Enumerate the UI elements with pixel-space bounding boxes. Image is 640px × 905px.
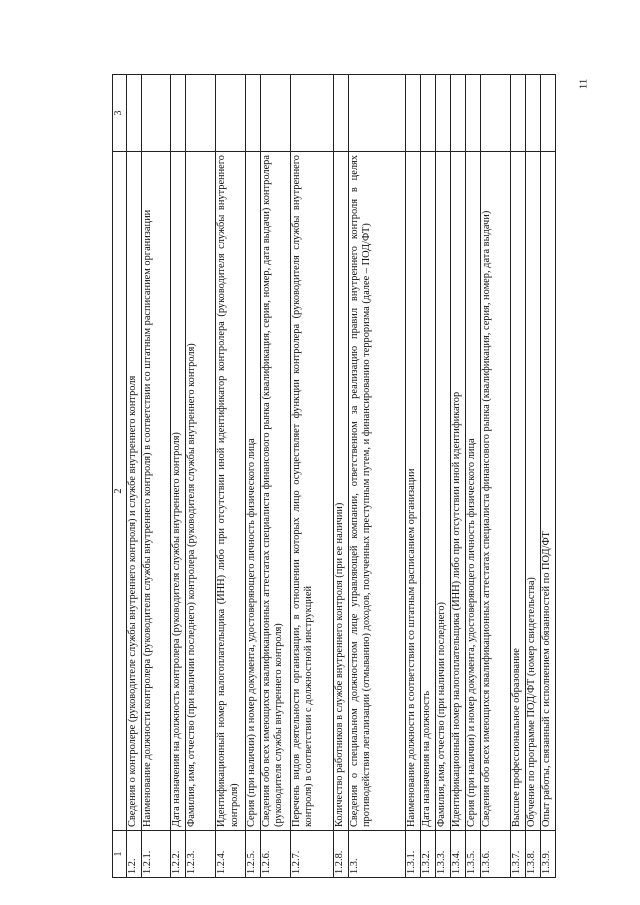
- row-value: [186, 75, 216, 152]
- data-table: [112, 74, 556, 878]
- table-row: [216, 75, 246, 878]
- header-col-2: 2: [113, 152, 127, 831]
- row-text: Обучение по программе ПОД/ФТ (номер свидетельства): [525, 152, 540, 831]
- row-number: 1.2.7.: [291, 831, 334, 878]
- row-text: Сведения обо всех имеющихся квалификационных аттестатах специалиста финансового рынка (квалификация, серия, номер, дата выдачи) контролера (руководителя службы внутреннего контроля): [261, 152, 291, 831]
- row-text: Сведения о контролере (руководителе службы внутреннего контроля) и службе внутреннего контроля: [126, 152, 141, 831]
- table-row: [246, 75, 261, 878]
- row-number: 1.3.8.: [525, 831, 540, 878]
- row-number: 1.3.2.: [421, 831, 436, 878]
- row-value: [216, 75, 246, 152]
- row-text: Дата назначения на должность контролера (руководителя службы внутреннего контроля): [171, 152, 186, 831]
- header-col-1: 1: [113, 831, 127, 878]
- row-value: [141, 75, 171, 152]
- page-number: 11: [577, 78, 590, 90]
- table-row: [436, 75, 451, 878]
- row-value: [451, 75, 466, 152]
- row-value: [525, 75, 540, 152]
- row-value: [421, 75, 436, 152]
- table-row: [421, 75, 436, 878]
- row-number: 1.3.1.: [406, 831, 421, 878]
- row-number: 1.2.8.: [333, 831, 348, 878]
- row-text: Идентификационный номер налогоплательщика (ИНН) либо при отсутствии иной идентификатор: [451, 152, 466, 831]
- row-value: [406, 75, 421, 152]
- table-row: [466, 75, 481, 878]
- table-row: [451, 75, 466, 878]
- row-text: Высшее профессиональное образование: [510, 152, 525, 831]
- table-row: [126, 75, 141, 878]
- row-text: Наименование должности контролера (руководителя службы внутреннего контроля) в соответствии со штатным расписанием организации: [141, 152, 171, 831]
- row-value: [333, 75, 348, 152]
- row-value: [171, 75, 186, 152]
- row-number: 1.2.6.: [261, 831, 291, 878]
- table-row: [540, 75, 555, 878]
- row-value: [540, 75, 555, 152]
- row-text: Сведения обо всех имеющихся квалификационных аттестатах специалиста финансового рынка (квалификация, серия, номер, дата выдачи): [481, 152, 511, 831]
- row-value: [261, 75, 291, 152]
- row-value: [246, 75, 261, 152]
- row-text: Количество работников в службе внутреннего контроля (при ее наличии): [333, 152, 348, 831]
- row-text: Сведения о специальном должностном лице управляющей компании, ответственном за реализацию правил внутреннего контроля в целях противодействия легализации (отмыванию) доходов, полученных преступным путем, и финансированию терроризма (далее – ПОД/ФТ): [348, 152, 406, 831]
- row-number: 1.3.: [348, 831, 406, 878]
- row-value: [291, 75, 334, 152]
- row-value: [348, 75, 406, 152]
- row-text: Фамилия, имя, отчество (при наличии последнего) контролера (руководителя службы внутреннего контроля): [186, 152, 216, 831]
- row-number: 1.2.3.: [186, 831, 216, 878]
- row-number: 1.3.3.: [436, 831, 451, 878]
- table-row: [171, 75, 186, 878]
- row-number: 1.3.4.: [451, 831, 466, 878]
- row-value: [436, 75, 451, 152]
- row-value: [126, 75, 141, 152]
- row-text: Идентификационный номер налогоплательщика (ИНН) либо при отсутствии иной идентификатор контролера (руководителя службы внутреннего контроля): [216, 152, 246, 831]
- row-value: [466, 75, 481, 152]
- row-text: Дата назначения на должность: [421, 152, 436, 831]
- table-row: [406, 75, 421, 878]
- table-header-row: [113, 75, 127, 878]
- row-number: 1.2.1.: [141, 831, 171, 878]
- rotated-table-container: [112, 74, 556, 878]
- row-value: [510, 75, 525, 152]
- row-value: [481, 75, 511, 152]
- row-text: Перечень видов деятельности организации, в отношении которых лицо осуществляет функции контролера (руководителя службы внутреннего контроля) в соответствии с должностной инструкцией: [291, 152, 334, 831]
- row-text: Опыт работы, связанный с исполнением обязанностей по ПОД/ФТ: [540, 152, 555, 831]
- row-number: 1.2.4.: [216, 831, 246, 878]
- table-row: [481, 75, 511, 878]
- row-number: 1.2.5.: [246, 831, 261, 878]
- row-text: Наименование должности в соответствии со штатным расписанием организации: [406, 152, 421, 831]
- table-row: [261, 75, 291, 878]
- row-number: 1.3.6.: [481, 831, 511, 878]
- row-number: 1.3.5.: [466, 831, 481, 878]
- row-number: 1.3.7.: [510, 831, 525, 878]
- table-row: [186, 75, 216, 878]
- table-row: [333, 75, 348, 878]
- header-col-3: 3: [113, 75, 127, 152]
- row-number: 1.3.9.: [540, 831, 555, 878]
- row-number: 1.2.2.: [171, 831, 186, 878]
- table-row: [525, 75, 540, 878]
- table-row: [291, 75, 334, 878]
- table-row: [510, 75, 525, 878]
- row-number: 1.2.: [126, 831, 141, 878]
- table-row: [141, 75, 171, 878]
- table-row: [348, 75, 406, 878]
- row-text: Серия (при наличии) и номер документа, удостоверяющего личность физического лица: [246, 152, 261, 831]
- row-text: Фамилия, имя, отчество (при наличии последнего): [436, 152, 451, 831]
- row-text: Серия (при наличии) и номер документа, удостоверяющего личность физического лица: [466, 152, 481, 831]
